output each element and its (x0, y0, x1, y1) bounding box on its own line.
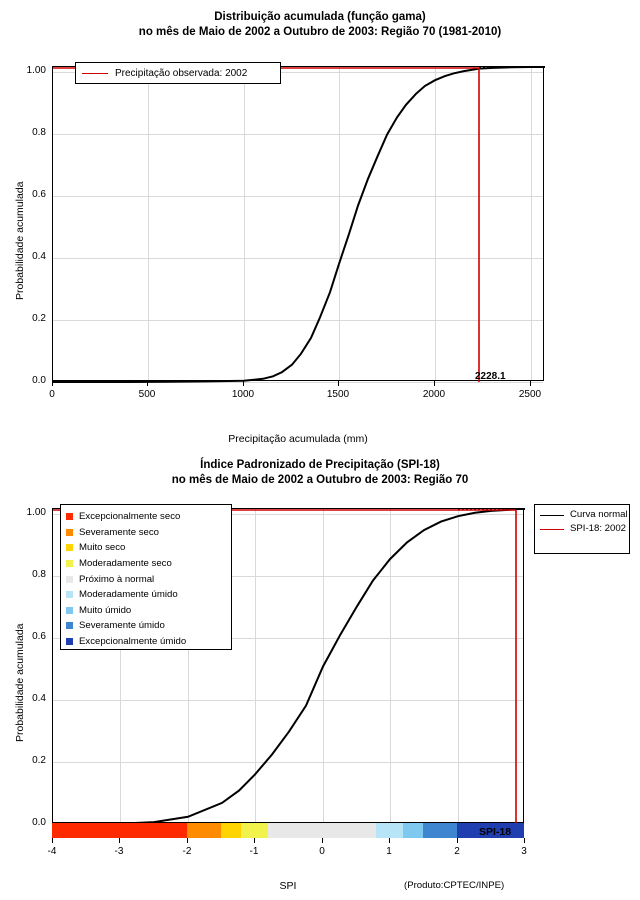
bottom-ytick-0.2: 0.2 (32, 755, 46, 766)
top-xtick-1500: 1500 (326, 389, 350, 400)
legend-label-moderadamente-umido: Moderadamente úmido (79, 589, 178, 601)
top-xtick-1000: 1000 (231, 389, 255, 400)
legend-item-excepcionalmente-seco (66, 509, 231, 525)
bottom-xtick--3: -3 (114, 846, 124, 857)
bottom-xtickmark--3 (119, 838, 120, 843)
top-ytick-0.2: 0.2 (32, 313, 46, 324)
legend-label-spi-2002: SPI-18: 2002 (570, 523, 627, 534)
top-legend (75, 62, 281, 84)
bottom-xtick-2: 2 (454, 846, 460, 857)
legend-item-curva-normal (540, 509, 629, 520)
product-credit: (Produto:CPTEC/INPE) (404, 880, 505, 891)
top-gamma-curve (53, 67, 545, 382)
observed-precipitation-value: 2228.1 (475, 371, 506, 382)
top-plot-area (52, 66, 544, 381)
spi-category-color-strip (52, 823, 524, 838)
legend-label-excepcionalmente-seco: Excepcionalmente seco (79, 511, 181, 523)
top-ytick-1.00: 1.00 (26, 65, 46, 76)
top-xtickmark-1000 (243, 381, 244, 386)
spi-marker-label: SPI-18 (479, 826, 512, 838)
square-icon-moderadamente-umido (66, 591, 73, 598)
top-xtick-0: 0 (49, 389, 55, 400)
top-ytick-0.6: 0.6 (32, 189, 46, 200)
legend-label-proximo-a-normal: Próximo à normal (79, 573, 155, 585)
bottom-xtickmark--1 (254, 838, 255, 843)
bottom-xtick-0: 0 (319, 846, 325, 857)
bottom-xtick-3: 3 (521, 846, 527, 857)
observed-line-swatch-icon (82, 73, 108, 74)
line-icon-spi-2002 (540, 529, 564, 530)
strip-severamente-umido (423, 823, 457, 838)
top-y-axis-label: Probabilidade acumulada (14, 181, 26, 300)
legend-label-curva-normal: Curva normal (570, 509, 628, 520)
legend-item-moderadamente-umido (66, 587, 231, 603)
strip-muito-seco (221, 823, 241, 838)
square-icon-excepcionalmente-seco (66, 513, 73, 520)
top-ytick-0.4: 0.4 (32, 251, 46, 262)
legend-item-muito-umido (66, 603, 231, 619)
bottom-x-axis-label: SPI (279, 880, 297, 892)
strip-severamente-seco (187, 823, 221, 838)
square-icon-muito-umido (66, 607, 73, 614)
square-icon-proximo-a-normal (66, 576, 73, 583)
square-icon-severamente-seco (66, 529, 73, 536)
top-legend-label: Precipitação observada: 2002 (115, 67, 248, 79)
top-chart-title (0, 10, 640, 40)
strip-proximo-a-normal (268, 823, 376, 838)
bottom-xtickmark-0 (322, 838, 323, 843)
strip-moderadamente-seco (241, 823, 268, 838)
bottom-xtick--4: -4 (47, 846, 57, 857)
legend-item-moderadamente-seco (66, 556, 231, 572)
bottom-ytick-0.0: 0.0 (32, 817, 46, 828)
top-xtickmark-1500 (338, 381, 339, 386)
top-ytick-0.8: 0.8 (32, 127, 46, 138)
bottom-ytick-0.8: 0.8 (32, 569, 46, 580)
bottom-xtickmark--2 (187, 838, 188, 843)
bottom-xtickmark-1 (389, 838, 390, 843)
legend-item-severamente-seco (66, 525, 231, 541)
legend-item-proximo-a-normal (66, 571, 231, 587)
bottom-y-axis-label: Probabilidade acumulada (14, 623, 26, 742)
bottom-series-legend (534, 504, 630, 554)
bottom-xtickmark--4 (52, 838, 53, 843)
top-xtick-2500: 2500 (518, 389, 542, 400)
bottom-ytick-1.00: 1.00 (26, 507, 46, 518)
top-ytick-0.0: 0.0 (32, 375, 46, 386)
top-xtickmark-0 (52, 381, 53, 386)
top-xtickmark-2000 (434, 381, 435, 386)
legend-label-muito-umido: Muito úmido (79, 604, 132, 616)
spi-category-legend (60, 504, 232, 650)
bottom-xtickmark-3 (524, 838, 525, 843)
top-xtick-2000: 2000 (422, 389, 446, 400)
square-icon-muito-seco (66, 544, 73, 551)
legend-label-excepcionalmente-umido: Excepcionalmente úmido (79, 636, 187, 648)
legend-label-muito-seco: Muito seco (79, 542, 126, 554)
top-title-line-2: no mês de Maio de 2002 a Outubro de 2003: Região 70 (1981-2010) (138, 26, 502, 38)
bottom-ytick-0.6: 0.6 (32, 631, 46, 642)
bottom-xtick--2: -2 (182, 846, 192, 857)
bottom-xtick--1: -1 (249, 846, 259, 857)
bottom-xtickmark-2 (457, 838, 458, 843)
legend-label-moderadamente-seco: Moderadamente seco (79, 558, 172, 570)
legend-item-spi-2002 (540, 523, 629, 534)
top-title-line-1: Distribuição acumulada (função gama) (214, 11, 426, 23)
legend-label-severamente-umido: Severamente úmido (79, 620, 165, 632)
legend-item-severamente-umido (66, 618, 231, 634)
strip-muito-umido (403, 823, 423, 838)
top-curve-svg (53, 67, 545, 382)
top-x-axis-label: Precipitação acumulada (mm) (228, 433, 368, 445)
legend-item-muito-seco (66, 540, 231, 556)
bottom-xtick-1: 1 (386, 846, 392, 857)
top-xtickmark-500 (147, 381, 148, 386)
square-icon-moderadamente-seco (66, 560, 73, 567)
square-icon-severamente-umido (66, 622, 73, 629)
bottom-ytick-0.4: 0.4 (32, 693, 46, 704)
square-icon-excepcionalmente-umido (66, 638, 73, 645)
legend-label-severamente-seco: Severamente seco (79, 526, 159, 538)
line-icon-curva-normal (540, 515, 564, 516)
bottom-chart-title (0, 458, 640, 488)
strip-excepcionalmente-seco (52, 823, 187, 838)
bottom-title-line-2: no mês de Maio de 2002 a Outubro de 2003: Região 70 (171, 474, 469, 486)
top-xtickmark-2500 (530, 381, 531, 386)
top-xtick-500: 500 (138, 389, 156, 400)
bottom-title-line-1: Índice Padronizado de Precipitação (SPI-18) (200, 459, 440, 471)
legend-item-excepcionalmente-umido (66, 634, 231, 650)
strip-moderadamente-umido (376, 823, 403, 838)
